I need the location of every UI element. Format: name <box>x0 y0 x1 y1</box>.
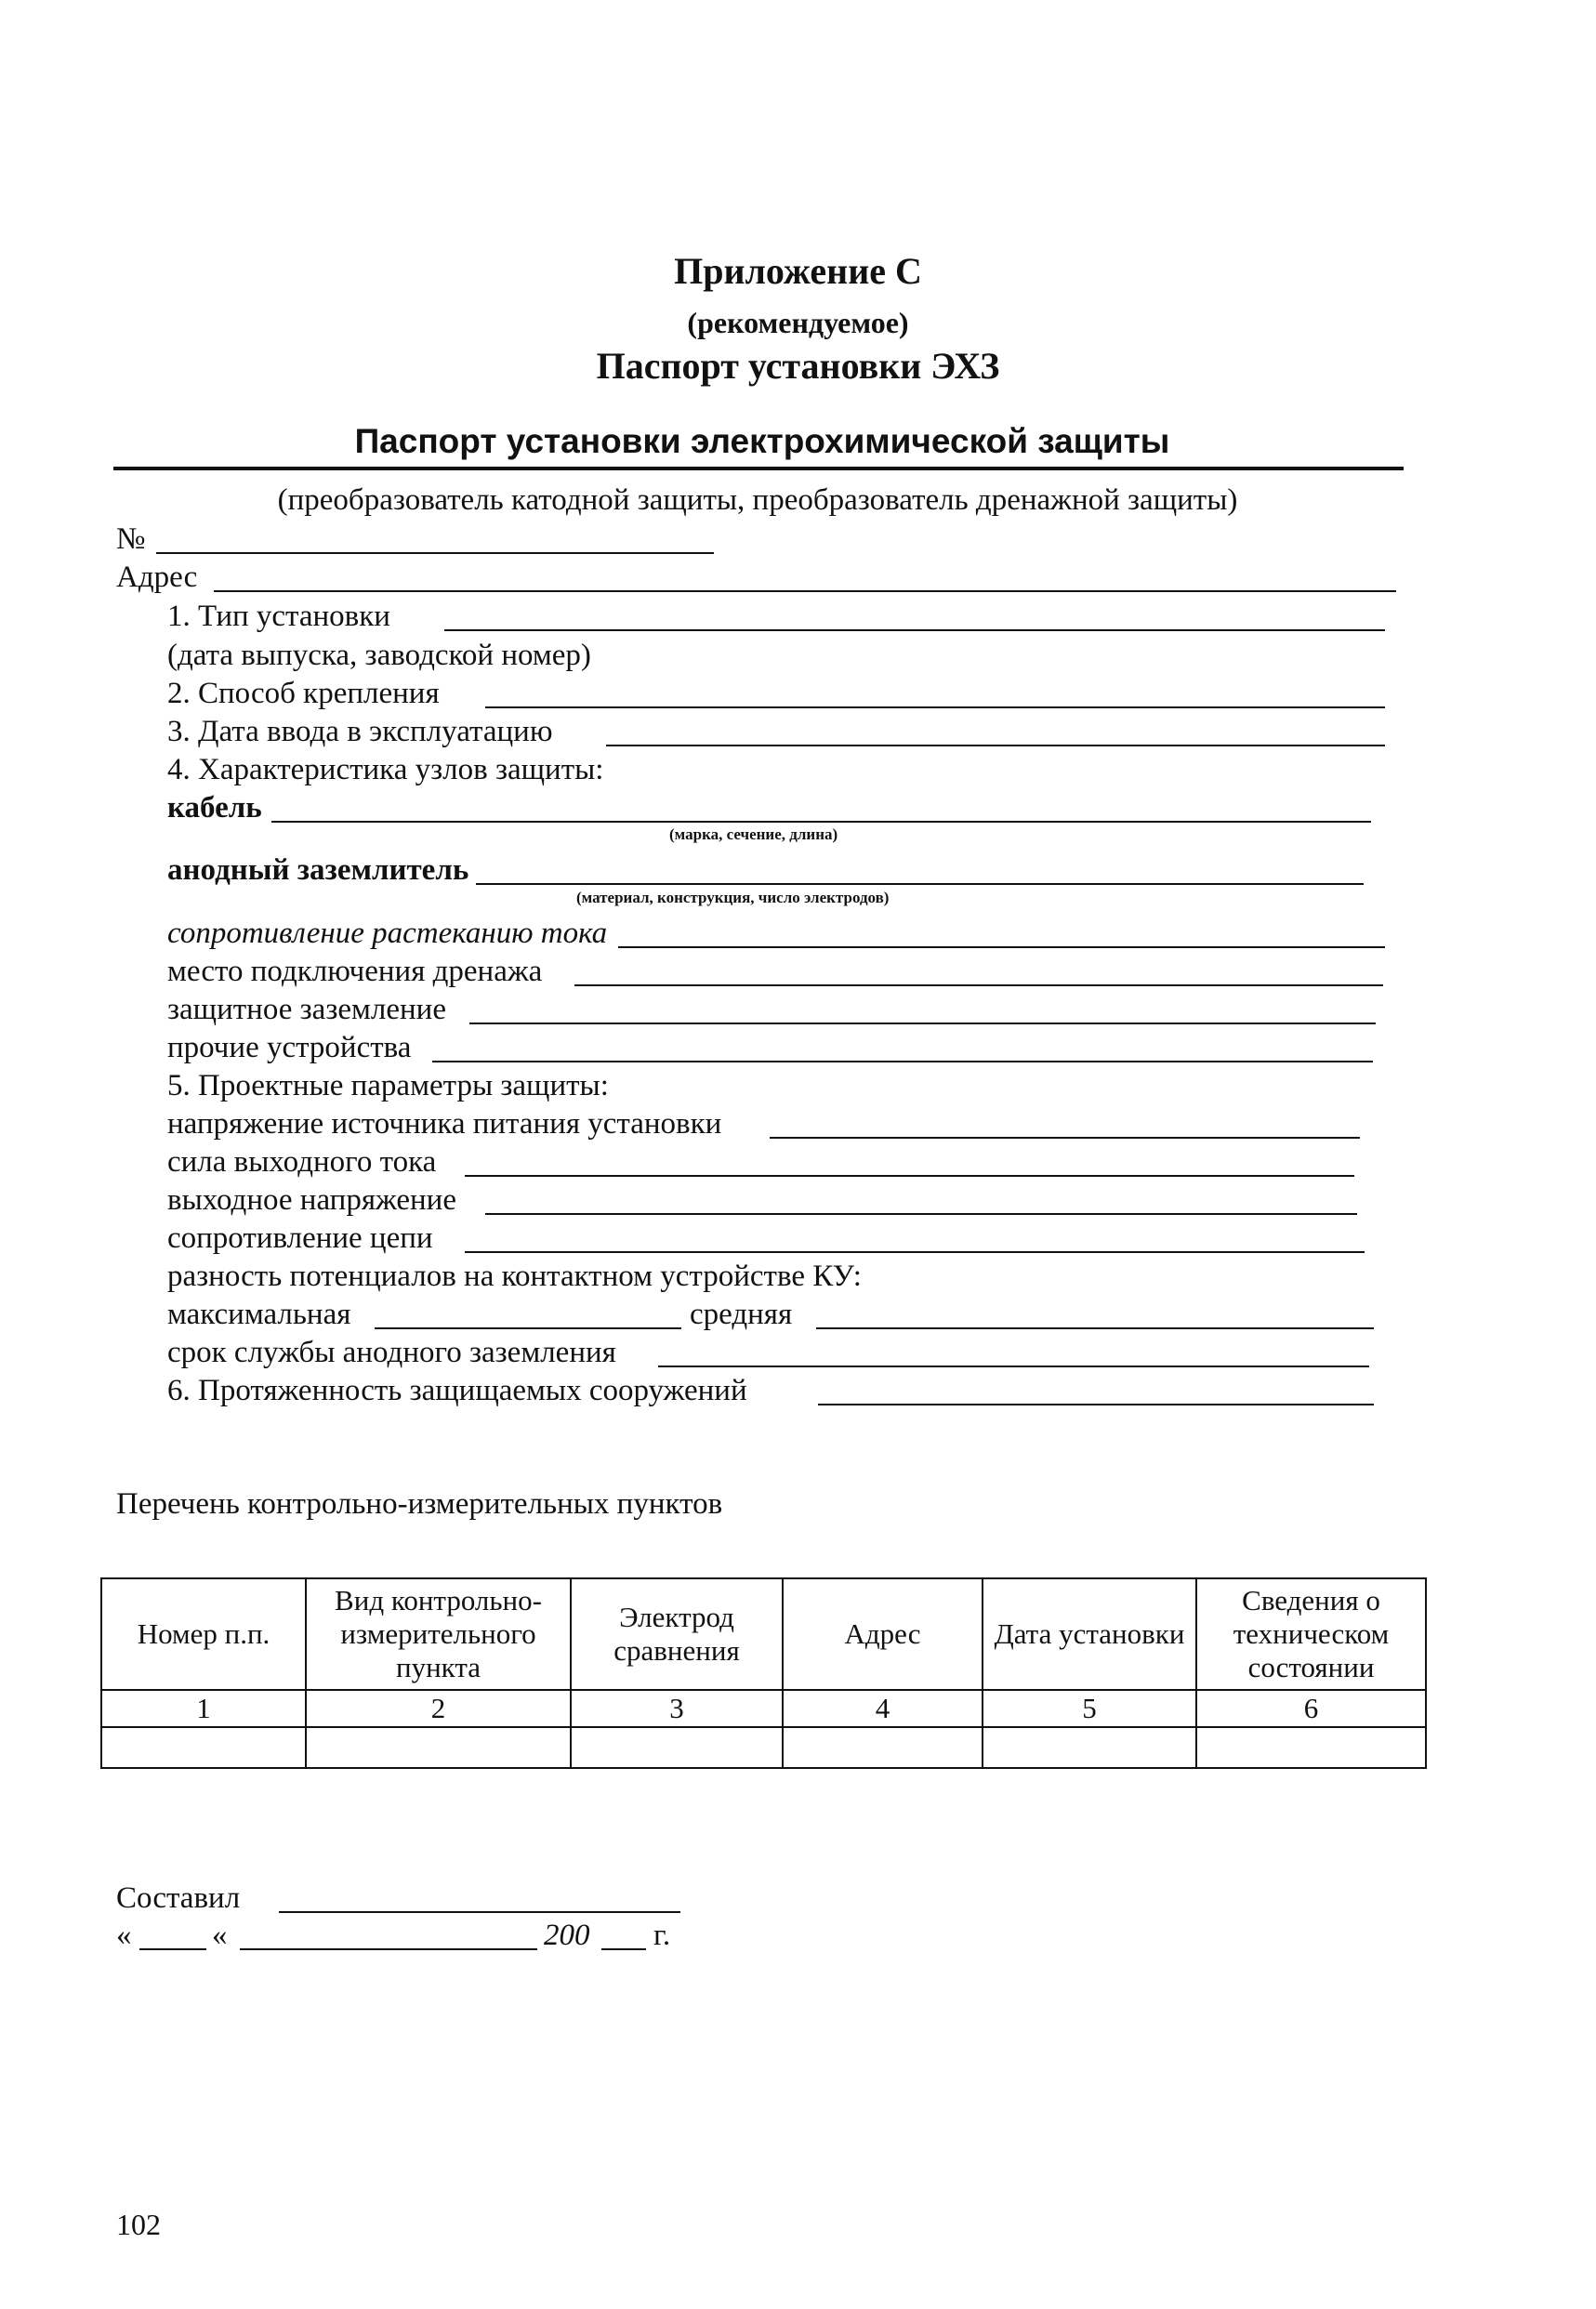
item2-label: 2. Способ крепления <box>167 677 440 710</box>
anode-life-field[interactable] <box>658 1366 1369 1367</box>
kip-number-row <box>101 1690 1426 1727</box>
kip-col-number: 2 <box>306 1690 571 1727</box>
year-field[interactable] <box>601 1948 646 1950</box>
kip-col-number: 5 <box>983 1690 1196 1727</box>
kip-header-electrode: Электрод сравнения <box>571 1578 783 1690</box>
voltage-source-label: напряжение источника питания установки <box>167 1107 722 1141</box>
circuit-res-field[interactable] <box>465 1251 1365 1253</box>
current-label: сила выходного тока <box>167 1145 437 1179</box>
kip-cell[interactable] <box>571 1727 783 1768</box>
item5-label: 5. Проектные параметры защиты: <box>167 1069 609 1102</box>
kip-col-number: 3 <box>571 1690 783 1727</box>
kip-header-row <box>101 1578 1426 1690</box>
appendix-title: Приложение С <box>674 250 922 292</box>
kip-col-number: 1 <box>101 1690 306 1727</box>
current-field[interactable] <box>465 1175 1354 1177</box>
potential-diff-label: разность потенциалов на контактном устройстве КУ: <box>167 1260 862 1293</box>
address-label: Адрес <box>116 561 198 594</box>
kip-table <box>100 1577 1427 1769</box>
anode-hint: (материал, конструкция, число электродов) <box>576 889 890 906</box>
cable-hint: (марка, сечение, длина) <box>669 825 838 843</box>
address-field[interactable] <box>214 590 1396 592</box>
kip-cell[interactable] <box>1196 1727 1426 1768</box>
appendix-heading: Паспорт установки ЭХЗ <box>596 345 1000 387</box>
other-field[interactable] <box>432 1061 1373 1062</box>
kip-title: Перечень контрольно-измерительных пунктов <box>116 1487 723 1521</box>
drain-label: место подключения дренажа <box>167 955 543 988</box>
drain-field[interactable] <box>574 984 1383 986</box>
date-open-quote: « <box>116 1919 132 1952</box>
item2-field[interactable] <box>485 706 1385 708</box>
kip-cell[interactable] <box>983 1727 1196 1768</box>
page-number: 102 <box>116 2208 161 2241</box>
form-title: Паспорт установки электрохимической защиты <box>354 422 1170 460</box>
kip-cell[interactable] <box>101 1727 306 1768</box>
year-suffix: г. <box>653 1919 671 1952</box>
other-label: прочие устройства <box>167 1031 412 1064</box>
item1-note: (дата выпуска, заводской номер) <box>167 639 591 672</box>
avg-field[interactable] <box>816 1327 1374 1329</box>
date-close-quote: « <box>212 1919 228 1952</box>
circuit-res-label: сопротивление цепи <box>167 1221 433 1255</box>
out-voltage-label: выходное напряжение <box>167 1183 456 1217</box>
number-label: № <box>116 522 146 556</box>
resistance-field[interactable] <box>618 946 1385 948</box>
max-label: максимальная <box>167 1298 351 1331</box>
resistance-label: сопротивление растеканию тока <box>167 917 608 950</box>
number-field[interactable] <box>156 552 714 554</box>
compiled-label: Составил <box>116 1881 241 1915</box>
date-day-field[interactable] <box>139 1948 206 1950</box>
kip-cell[interactable] <box>783 1727 983 1768</box>
voltage-source-field[interactable] <box>770 1137 1360 1139</box>
title-rule <box>113 467 1404 470</box>
anode-label: анодный заземлитель <box>167 853 469 887</box>
item3-field[interactable] <box>606 745 1385 746</box>
anode-life-label: срок службы анодного заземления <box>167 1336 616 1369</box>
item4-label: 4. Характеристика узлов защиты: <box>167 753 604 786</box>
kip-header-type: Вид контрольно-измерительного пункта <box>306 1578 571 1690</box>
kip-header-date: Дата установки <box>983 1578 1196 1690</box>
anode-field[interactable] <box>476 883 1364 885</box>
out-voltage-field[interactable] <box>485 1213 1357 1215</box>
kip-header-address: Адрес <box>783 1578 983 1690</box>
item6-label: 6. Протяженность защищаемых сооружений <box>167 1374 747 1407</box>
form-subtitle: (преобразователь катодной защиты, преобразователь дренажной защиты) <box>277 483 1238 517</box>
kip-col-number: 6 <box>1196 1690 1426 1727</box>
max-field[interactable] <box>375 1327 681 1329</box>
cable-label: кабель <box>167 791 262 825</box>
kip-header-state: Сведения о техническом состоянии <box>1196 1578 1426 1690</box>
kip-col-number: 4 <box>783 1690 983 1727</box>
appendix-subtitle: (рекомендуемое) <box>687 306 909 339</box>
item1-field[interactable] <box>444 629 1385 631</box>
avg-label: средняя <box>690 1298 793 1331</box>
item3-label: 3. Дата ввода в эксплуатацию <box>167 715 553 748</box>
ground-field[interactable] <box>469 1023 1376 1024</box>
kip-header-number: Номер п.п. <box>101 1578 306 1690</box>
compiled-field[interactable] <box>279 1911 680 1913</box>
item6-field[interactable] <box>818 1404 1374 1405</box>
table-row[interactable] <box>101 1727 1426 1768</box>
ground-label: защитное заземление <box>167 993 446 1026</box>
item1-label: 1. Тип установки <box>167 600 390 633</box>
kip-cell[interactable] <box>306 1727 571 1768</box>
cable-field[interactable] <box>271 821 1371 823</box>
date-month-field[interactable] <box>240 1948 537 1950</box>
year-prefix: 200 <box>544 1919 590 1952</box>
